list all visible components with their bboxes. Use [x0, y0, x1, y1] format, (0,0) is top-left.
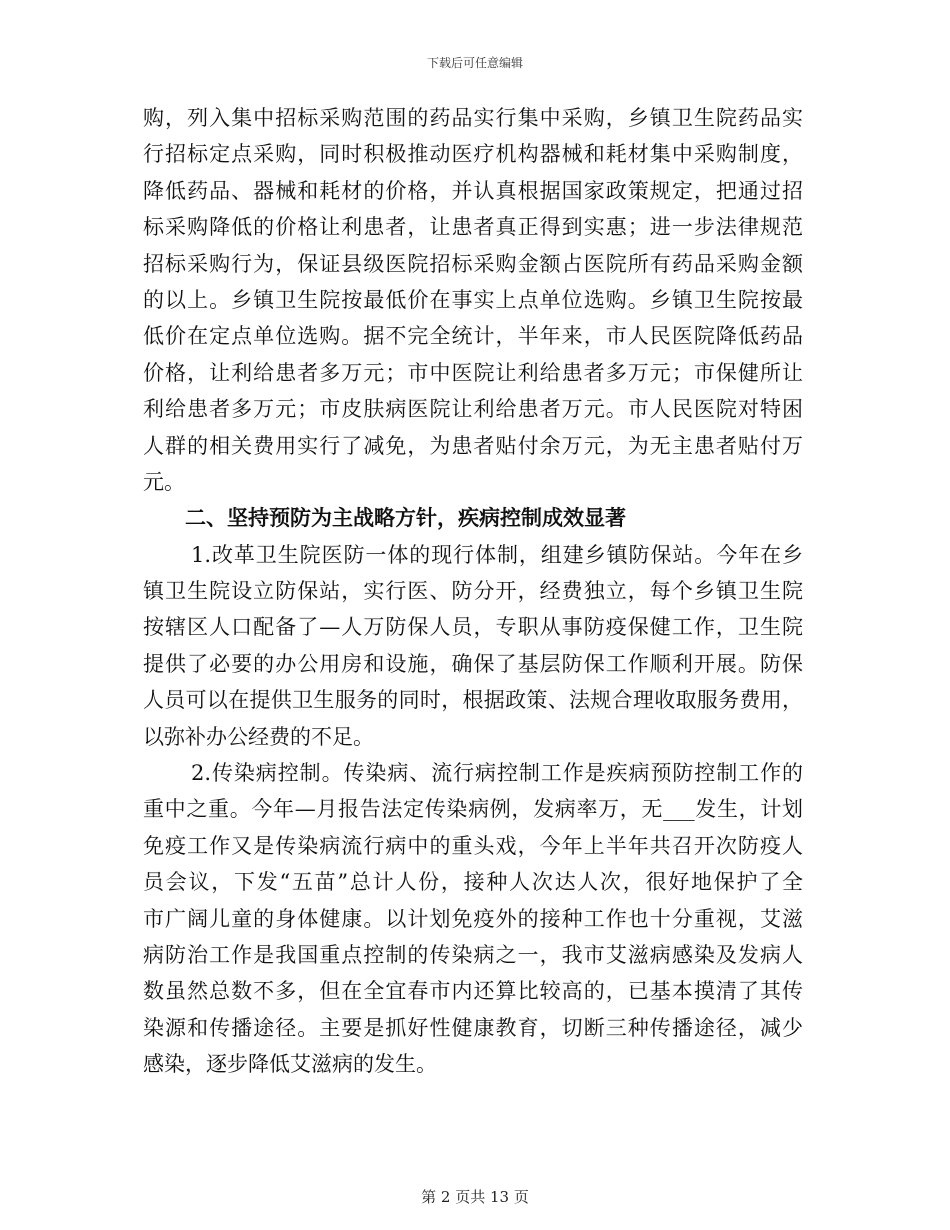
text-line: 员会议，下发“五苗”总计人份，接种人次达人次，很好地保护了全 [143, 870, 803, 895]
text-line: 利给患者多万元；市皮肤病医院让利给患者万元。市人民医院对特困 [143, 397, 803, 422]
text-line: 的以上。乡镇卫生院按最低价在事实上点单位选购。乡镇卫生院按最 [143, 287, 803, 312]
text-line: 按辖区人口配备了—人万防保人员，专职从事防疫保健工作，卫生院 [143, 615, 803, 640]
paragraph-first-line: 1.改革卫生院医防一体的现行体制，组建乡镇防保站。今年在乡 [191, 542, 803, 567]
text-line: 降低药品、器械和耗材的价格，并认真根据国家政策规定，把通过招 [143, 178, 803, 203]
text-line: 行招标定点采购，同时积极推动医疗机构器械和耗材集中采购制度， [143, 142, 803, 167]
text-line: 染源和传播途径。主要是抓好性健康教育，切断三种传播途径，减少 [143, 1015, 803, 1040]
text-line: 购，列入集中招标采购范围的药品实行集中采购，乡镇卫生院药品实 [143, 106, 803, 130]
text-line: 免疫工作又是传染病流行病中的重头戏，今年上半年共召开次防疫人 [143, 833, 803, 858]
text-line: 病防治工作是我国重点控制的传染病之一，我市艾滋病感染及发病人 [143, 942, 803, 967]
text-line: 提供了必要的办公用房和设施，确保了基层防保工作顺利开展。防保 [143, 651, 803, 676]
text-line: 镇卫生院设立防保站，实行医、防分开，经费独立，每个乡镇卫生院 [143, 579, 803, 604]
text-line: 市广阔儿童的身体健康。以计划免疫外的接种工作也十分重视，艾滋 [143, 906, 803, 931]
text-line: 重中之重。今年—月报告法定传染病例，发病率万，无___发生，计划 [143, 797, 803, 822]
text-line: 标采购降低的价格让利患者，让患者真正得到实惠；进一步法律规范 [143, 215, 803, 240]
page-header: 下载后可任意编辑 [426, 56, 523, 70]
text-line: 人群的相关费用实行了减免，为患者贴付余万元，为无主患者贴付万 [143, 433, 803, 458]
text-line: 招标采购行为，保证县级医院招标采购金额占医院所有药品采购金额 [143, 251, 803, 276]
text-line: 以弥补办公经费的不足。 [143, 724, 374, 749]
text-line: 元。 [143, 469, 185, 494]
text-line: 人员可以在提供卫生服务的同时，根据政策、法规合理收取服务费用， [143, 688, 803, 713]
text-line: 感染，逐步降低艾滋病的发生。 [143, 1052, 437, 1077]
section-heading: 二、坚持预防为主战略方针，疾病控制成效显著 [185, 505, 626, 531]
text-line: 数虽然总数不多，但在全宜春市内还算比较高的，已基本摸清了其传 [143, 979, 803, 1004]
paragraph-first-line: 2.传染病控制。传染病、流行病控制工作是疾病预防控制工作的 [191, 761, 803, 786]
text-line: 价格，让利给患者多万元；市中医院让利给患者多万元；市保健所让 [143, 360, 803, 385]
page-number: 第 2 页共 13 页 [421, 1188, 529, 1206]
document-body [143, 100, 803, 1083]
text-line: 低价在定点单位选购。据不完全统计，半年来，市人民医院降低药品 [143, 324, 803, 349]
